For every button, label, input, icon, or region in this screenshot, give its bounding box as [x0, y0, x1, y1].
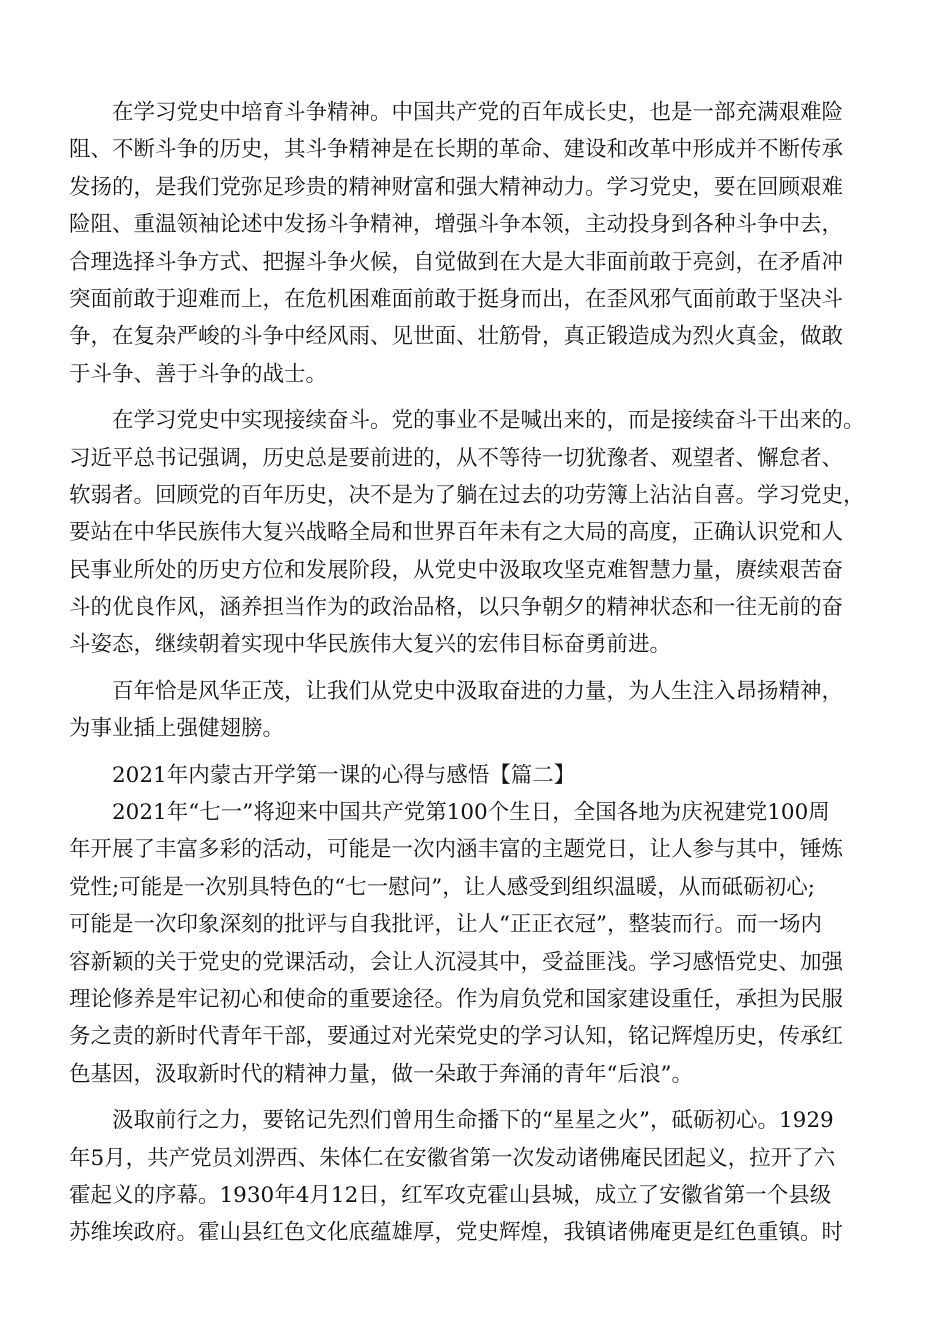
text-line: 突面前敢于迎难而上，在危机困难面前敢于挺身而出，在歪风邪气面前敢于坚决斗 — [69, 286, 844, 312]
text-line: 汲取前行之力，要铭记先烈们曾用生命播下的“星星之火”，砥砺初心。1929 — [112, 1108, 834, 1134]
text-line: 为事业插上强健翅膀。 — [69, 716, 285, 742]
text-line: 要站在中华民族伟大复兴战略全局和世界百年未有之大局的高度，正确认识党和人 — [69, 520, 844, 546]
text-line: 软弱者。回顾党的百年历史，决不是为了躺在过去的功劳簿上沾沾自喜。学习党史， — [69, 482, 865, 508]
text-line: 在学习党史中实现接续奋斗。党的事业不是喊出来的，而是接续奋斗干出来的。 — [112, 408, 865, 434]
text-line: 年开展了丰富多彩的活动，可能是一次内涵丰富的主题党日，让人参与其中，锤炼 — [69, 837, 844, 863]
text-line: 苏维埃政府。霍山县红色文化底蕴雄厚，党史辉煌，我镇诸佛庵更是红色重镇。时 — [69, 1220, 844, 1246]
text-line: 理论修养是牢记初心和使命的重要途径。作为肩负党和国家建设重任，承担为民服 — [69, 986, 844, 1012]
text-line: 于斗争、善于斗争的战士。 — [69, 361, 328, 387]
text-line: 霍起义的序幕。1930年4月12日，红军攻克霍山县城，成立了安徽省第一个县级 — [69, 1182, 832, 1208]
text-line: 阻、不断斗争的历史，其斗争精神是在长期的革命、建设和改革中形成并不断传承 — [69, 137, 844, 163]
paragraph — [0, 1102, 950, 1252]
text-line: 务之责的新时代青年干部，要通过对光荣党史的学习认知，铭记辉煌历史，传承红 — [69, 1024, 844, 1050]
text-line: 习近平总书记强调，历史总是要前进的，从不等待一切犹豫者、观望者、懈怠者、 — [69, 445, 844, 471]
text-line: 争，在复杂严峻的斗争中经风雨、见世面、壮筋骨，真正锻造成为烈火真金，做敢 — [69, 324, 844, 350]
text-line: 2021年“七一”将迎来中国共产党第100个生日，全国各地为庆祝建党100周 — [112, 800, 830, 826]
text-line: 在学习党史中培育斗争精神。中国共产党的百年成长史，也是一部充满艰难险 — [112, 100, 844, 125]
text-line: 斗姿态，继续朝着实现中华民族伟大复兴的宏伟目标奋勇前进。 — [69, 632, 672, 658]
text-line: 百年恰是风华正茂，让我们从党史中汲取奋进的力量，为人生注入昂扬精神， — [112, 678, 844, 704]
text-line: 险阻、重温领袖论述中发扬斗争精神，增强斗争本领，主动投身到各种斗争中去， — [69, 212, 844, 238]
paragraph — [0, 94, 950, 393]
text-line: 民事业所处的历史方位和发展阶段，从党史中汲取攻坚克难智慧力量，赓续艰苦奋 — [69, 557, 844, 583]
text-line: 合理选择斗争方式、把握斗争火候，自觉做到在大是大非面前敢于亮剑，在矛盾冲 — [69, 249, 844, 275]
heading-line: 2021年内蒙古开学第一课的心得与感悟【篇二】 — [112, 762, 576, 788]
section-heading — [0, 757, 950, 794]
text-line: 党性;可能是一次别具特色的“七一慰问”，让人感受到组织温暖，从而砥砺初心; — [69, 874, 815, 900]
text-line: 斗的优良作风，涵养担当作为的政治品格，以只争朝夕的精神状态和一往无前的奋 — [69, 595, 844, 621]
text-line: 容新颖的关于党史的党课活动，会让人沉浸其中，受益匪浅。学习感悟党史、加强 — [69, 949, 844, 975]
paragraph — [0, 402, 950, 664]
text-line: 发扬的，是我们党弥足珍贵的精神财富和强大精神动力。学习党史，要在回顾艰难 — [69, 174, 844, 200]
text-line: 可能是一次印象深刻的批评与自我批评，让人“正正衣冠”，整装而行。而一场内 — [69, 912, 822, 938]
text-line: 色基因，汲取新时代的精神力量，做一朵敢于奔涌的青年“后浪”。 — [69, 1061, 693, 1087]
paragraph — [0, 794, 950, 1093]
text-line: 年5月，共产党员刘淠西、朱体仁在安徽省第一次发动诸佛庵民团起义，拉开了六 — [69, 1145, 836, 1171]
paragraph — [0, 673, 950, 748]
